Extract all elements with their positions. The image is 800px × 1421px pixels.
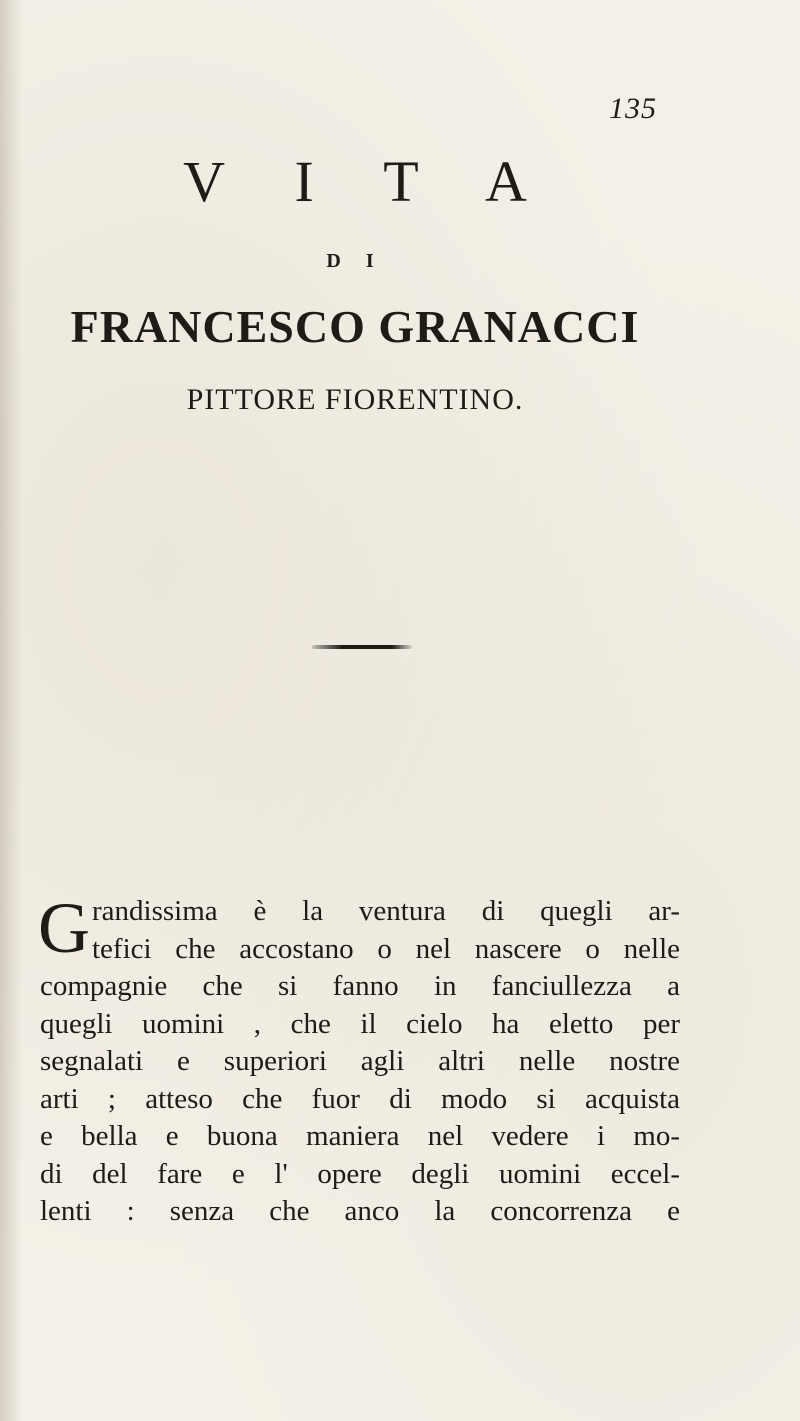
text-line: compagnie che si fanno in fanciullezza a [40, 970, 680, 1002]
section-divider [312, 645, 412, 649]
body-paragraph [38, 888, 680, 1231]
chapter-title: V I T A [183, 149, 555, 214]
text-line: randissima è la ventura di quegli ar- [92, 895, 680, 927]
artist-name: FRANCESCO GRANACCI [70, 301, 640, 352]
page-number: 135 [609, 92, 657, 125]
text-line: segnalati e superiori agli altri nelle nostre [40, 1045, 680, 1077]
text-line: lenti : senza che anco la concorrenza e [40, 1195, 680, 1227]
text-line: e bella e buona maniera nel vedere i mo- [40, 1120, 680, 1152]
drop-cap: G [38, 888, 90, 968]
text-line: di del fare e l' opere degli uomini eccel- [40, 1157, 680, 1190]
text-line: arti ; atteso che fuor di modo si acquista [40, 1082, 680, 1115]
text-line: tefici che accostano o nel nascere o nelle [92, 932, 680, 965]
text-line: quegli uomini , che il cielo ha eletto per [40, 1007, 680, 1040]
artist-subtitle: PITTORE FIORENTINO. [186, 383, 524, 416]
title-preposition: D I [326, 250, 384, 272]
